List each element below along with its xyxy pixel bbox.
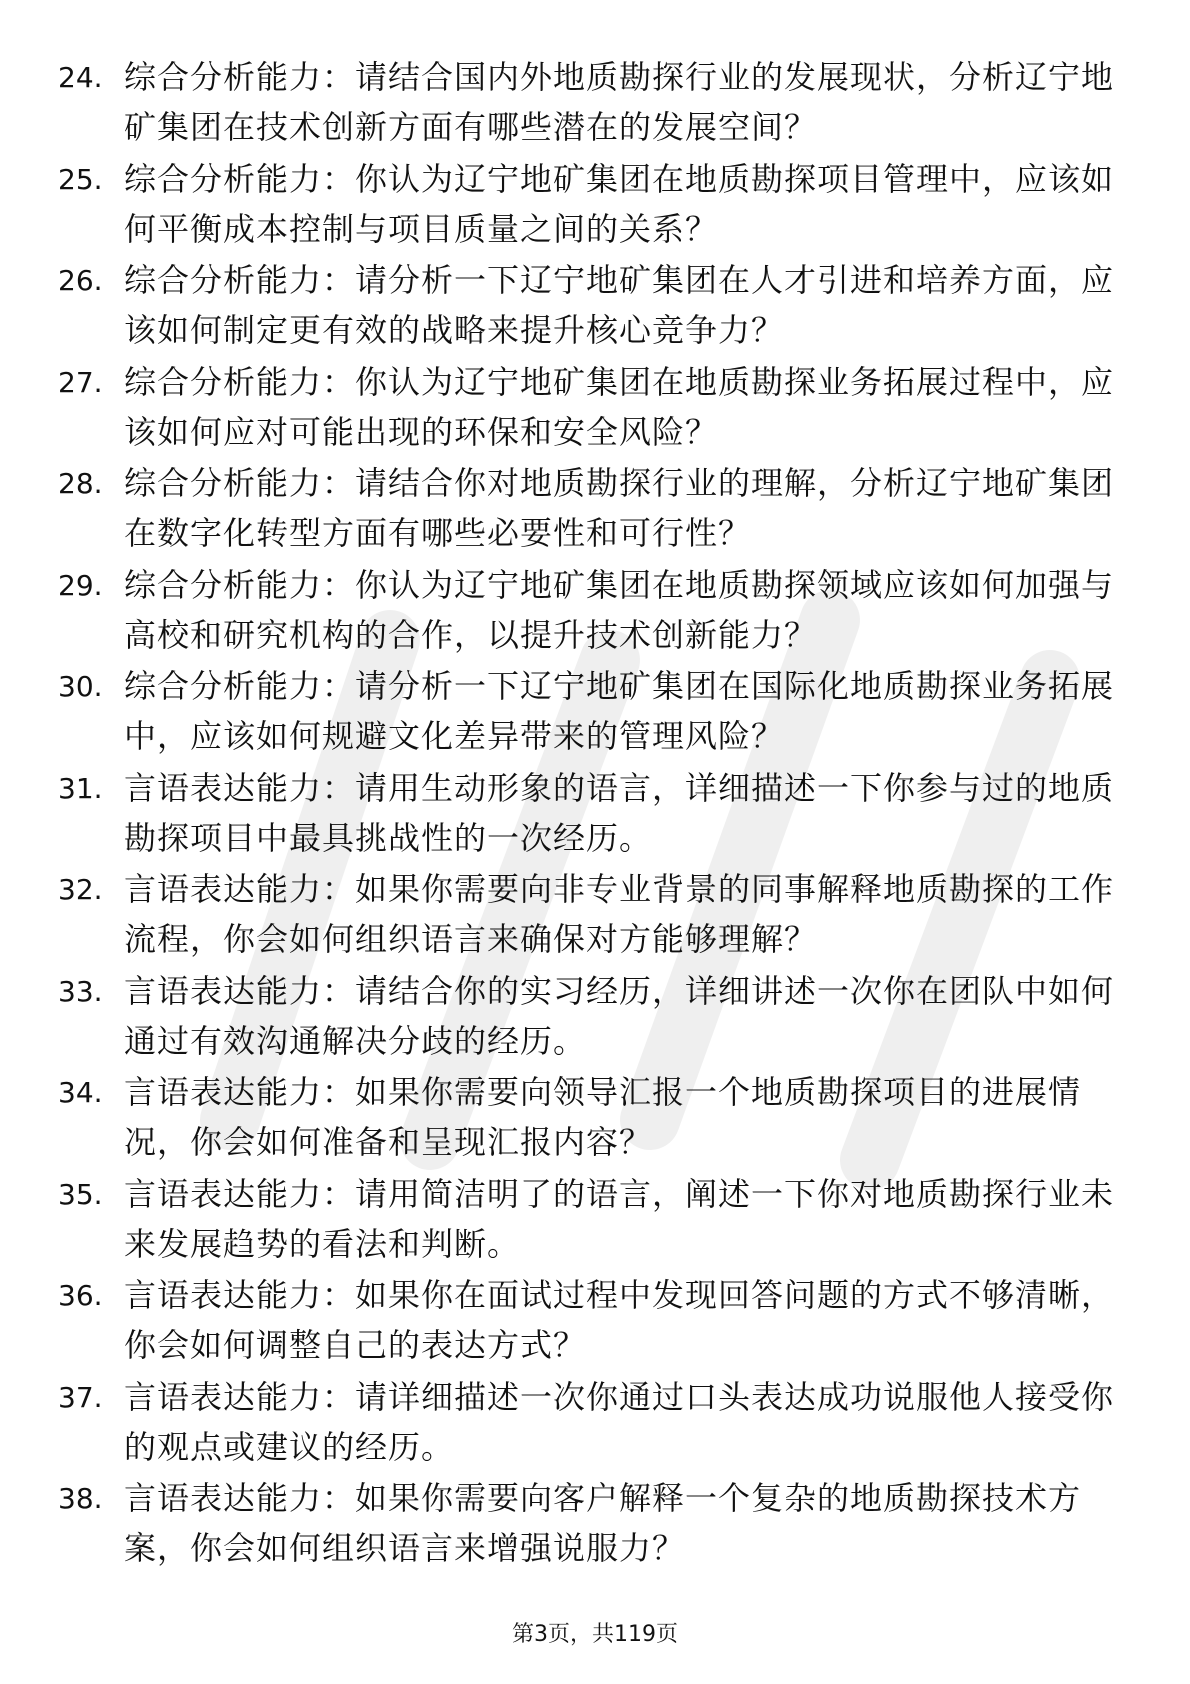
question-number: 31. [58,771,103,805]
question-text: 综合分析能力：你认为辽宁地矿集团在地质勘探业务拓展过程中，应该如何应对可能出现的环保和安全风险？ [124,362,1115,451]
question-number: 33. [58,974,103,1008]
question-text: 言语表达能力：请用简洁明了的语言，阐述一下你对地质勘探行业未来发展趋势的看法和判断。 [124,1174,1115,1263]
question-number: 37. [58,1380,103,1414]
question-text: 综合分析能力：请分析一下辽宁地矿集团在人才引进和培养方面，应该如何制定更有效的战略来提升核心竞争力？ [124,261,1115,349]
question-text: 言语表达能力：如果你需要向领导汇报一个地质勘探项目的进展情况，你会如何准备和呈现汇报内容？ [124,1073,1082,1161]
question-text: 言语表达能力：如果你在面试过程中发现回答问题的方式不够清晰，你会如何调整自己的表达方式？ [124,1276,1115,1364]
question-text: 言语表达能力：请用生动形象的语言，详细描述一下你参与过的地质勘探项目中最具挑战性的一次经历。 [124,768,1115,857]
question-number: 27. [58,365,103,399]
question-text: 综合分析能力：你认为辽宁地矿集团在地质勘探项目管理中，应该如何平衡成本控制与项目质量之间的关系？ [124,159,1115,248]
question-item [58,1270,1128,1372]
question-text: 言语表达能力：请详细描述一次你通过口头表达成功说服他人接受你的观点或建议的经历。 [124,1377,1115,1466]
question-text: 综合分析能力：请分析一下辽宁地矿集团在国际化地质勘探业务拓展中，应该如何规避文化差异带来的管理风险？ [124,667,1115,755]
question-text: 综合分析能力：请结合你对地质勘探行业的理解，分析辽宁地矿集团在数字化转型方面有哪些必要性和可行性？ [124,464,1115,552]
question-item [58,255,1128,357]
question-number: 35. [58,1177,103,1211]
question-number: 24. [58,61,103,94]
question-item [58,763,1128,865]
question-item [58,1372,1128,1474]
question-item [58,1067,1128,1169]
question-item [58,966,1128,1068]
question-number: 25. [58,162,103,196]
question-text: 综合分析能力：请结合国内外地质勘探行业的发展现状，分析辽宁地矿集团在技术创新方面有哪些潜在的发展空间？ [124,58,1115,146]
question-item [58,458,1128,560]
question-item [58,1473,1128,1575]
question-text: 言语表达能力：如果你需要向客户解释一个复杂的地质勘探技术方案，你会如何组织语言来增强说服力？ [124,1479,1082,1567]
page-indicator: 第3页，共119页 [512,1622,678,1647]
question-item [58,1169,1128,1271]
question-number: 32. [58,873,103,906]
question-item [58,154,1128,256]
question-item [58,560,1128,662]
question-text: 言语表达能力：如果你需要向非专业背景的同事解释地质勘探的工作流程，你会如何组织语言来确保对方能够理解？ [124,870,1115,958]
question-number: 36. [58,1279,103,1312]
question-number: 29. [58,568,103,602]
question-text: 综合分析能力：你认为辽宁地矿集团在地质勘探领域应该如何加强与高校和研究机构的合作，以提升技术创新能力？ [124,565,1115,654]
question-number: 34. [58,1076,103,1109]
question-number: 30. [58,670,103,703]
question-item [58,357,1128,459]
question-text: 言语表达能力：请结合你的实习经历，详细讲述一次你在团队中如何通过有效沟通解决分歧的经历。 [124,971,1115,1060]
question-item [58,661,1128,763]
question-number: 38. [58,1482,103,1515]
question-item [58,864,1128,966]
question-list [58,52,1128,1575]
question-item [58,52,1128,154]
question-number: 26. [58,264,103,297]
question-number: 28. [58,467,103,500]
